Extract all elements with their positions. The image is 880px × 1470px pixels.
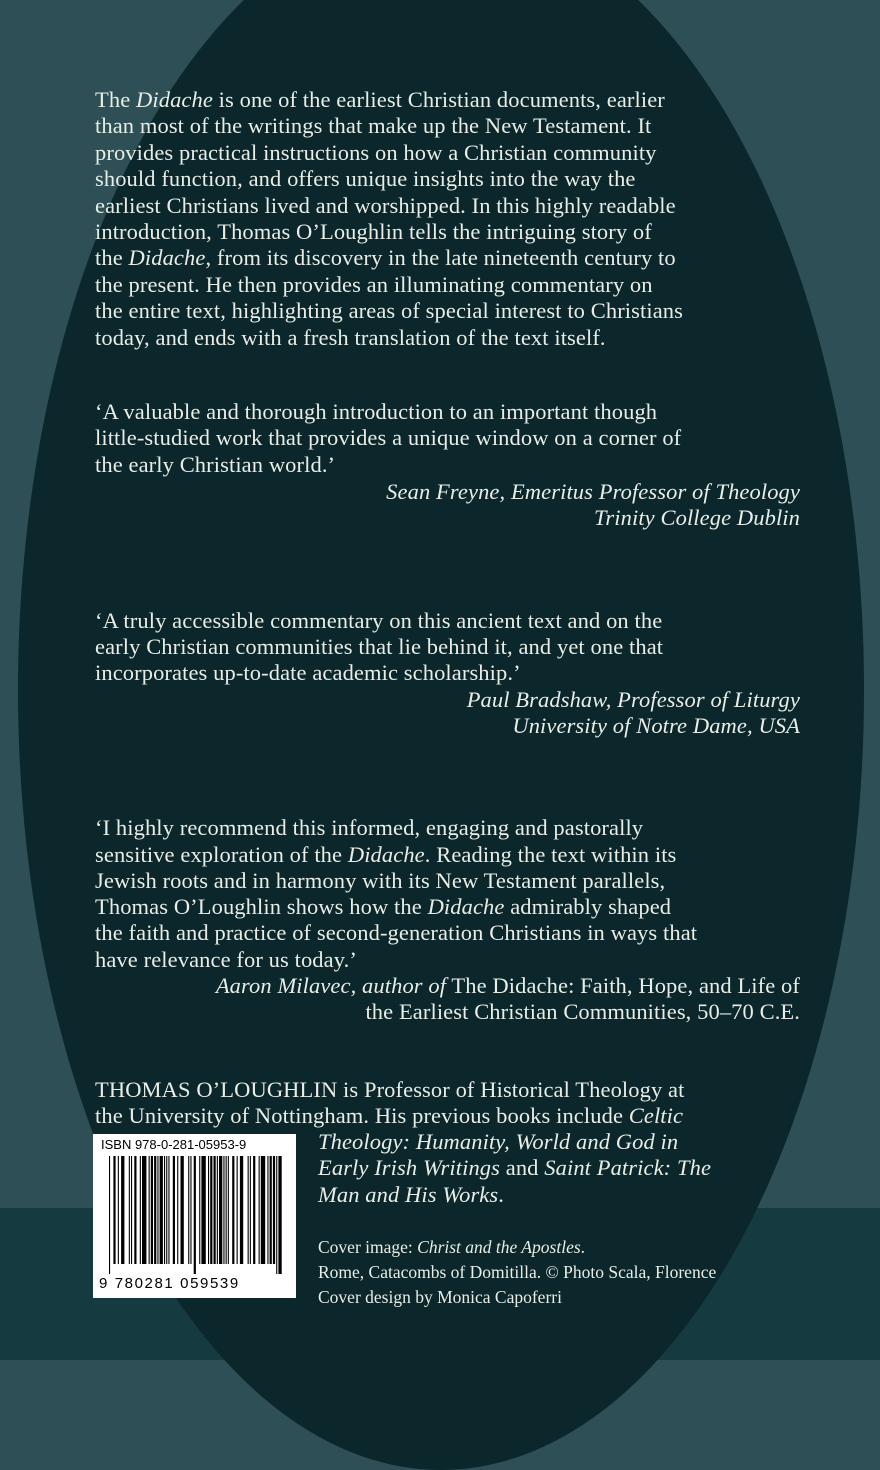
barcode-bar: [214, 1156, 216, 1264]
barcode-bar: [140, 1156, 141, 1264]
barcode-bar: [210, 1156, 212, 1264]
text-segment: the faith and practice of second-generation Christians in ways that: [95, 920, 698, 945]
barcode-bar: [177, 1156, 178, 1264]
text-segment: The: [95, 87, 137, 112]
barcode-bar: [278, 1156, 281, 1274]
text-segment: ‘A truly accessible commentary on this ancient text and on the: [95, 608, 663, 633]
text-segment: .: [580, 1237, 586, 1257]
barcode-bar: [248, 1156, 249, 1264]
text-segment: early Christian communities that lie behind it, and yet one that: [95, 634, 664, 659]
barcode-bar: [201, 1156, 205, 1264]
text-segment: the early Christian world.’: [95, 452, 336, 477]
barcode-bar: [160, 1156, 163, 1264]
text-segment: is Professor of Historical Theology at: [337, 1077, 685, 1102]
text-line: [95, 245, 676, 271]
text-line: [318, 1155, 711, 1181]
barcode-bar: [259, 1156, 260, 1264]
barcode-bar: [232, 1156, 234, 1264]
text-segment: .: [498, 1182, 504, 1207]
text-line: [95, 87, 665, 113]
isbn-label: ISBN 978-0-281-05953-9: [101, 1137, 247, 1152]
barcode-bars: [105, 1156, 285, 1274]
barcode-bar: [166, 1156, 167, 1264]
barcode-bar: [181, 1156, 184, 1264]
barcode-bar: [223, 1156, 224, 1264]
text-line: [95, 219, 652, 245]
barcode-bar: [131, 1156, 132, 1264]
text-segment: , from its discovery in the late nineteenth century to: [205, 245, 676, 270]
barcode-bar: [109, 1156, 110, 1274]
italic-text: Didache: [427, 894, 505, 919]
text-segment: ‘I highly recommend this informed, engaging and pastorally: [95, 815, 644, 840]
text-segment: The Didache: Faith, Hope, and Life of: [446, 973, 800, 998]
barcode-bar: [129, 1156, 130, 1264]
barcode-bar: [228, 1156, 229, 1264]
barcode-bar: [118, 1156, 119, 1264]
text-line: [95, 842, 676, 868]
isbn-barcode: [93, 1134, 296, 1298]
text-segment: is one of the earliest Christian documents, earlier: [212, 87, 665, 112]
text-line: [95, 920, 697, 946]
barcode-bar: [157, 1156, 158, 1264]
text-line: [95, 272, 653, 298]
text-segment: the: [95, 245, 129, 270]
text-segment: ‘A valuable and thorough introduction to an important though: [95, 399, 658, 424]
quote-attribution-line: [594, 505, 800, 531]
text-segment: the present. He then provides an illuminating commentary on: [95, 272, 653, 297]
text-line: [95, 634, 663, 660]
text-segment: little-studied work that provides a unique window on a corner of: [95, 425, 682, 450]
text-segment: incorporates up-to-date academic scholarship.’: [95, 660, 521, 685]
text-line: [95, 868, 665, 894]
text-line: [95, 166, 636, 192]
text-line: [95, 113, 651, 139]
italic-text: Early Irish Writings: [318, 1155, 501, 1180]
barcode-bar: [208, 1156, 209, 1264]
italic-text: Trinity College Dublin: [594, 505, 800, 530]
text-segment: today, and ends with a fresh translation of the text itself.: [95, 325, 606, 350]
italic-text: Sean Freyne, Emeritus Professor of Theology: [386, 479, 800, 504]
text-line: [95, 452, 335, 478]
barcode-bar: [273, 1156, 275, 1264]
text-line: [95, 815, 643, 841]
barcode-bar: [217, 1156, 218, 1264]
italic-text: Didache: [347, 842, 425, 867]
italic-text: Paul Bradshaw, Professor of Liturgy: [466, 687, 800, 712]
text-segment: . Reading the text within its: [424, 842, 677, 867]
barcode-bar: [134, 1156, 136, 1264]
barcode-bar: [188, 1156, 189, 1264]
barcode-bar: [168, 1156, 169, 1264]
credit-line: [318, 1261, 716, 1283]
text-segment: provides practical instructions on how a Christian community: [95, 140, 657, 165]
text-line: [95, 193, 676, 219]
text-segment: have relevance for us today.’: [95, 947, 357, 972]
text-segment: introduction, Thomas O’Loughlin tells the intriguing story of: [95, 219, 652, 244]
quote-attribution-line: [386, 479, 800, 505]
text-segment: Rome, Catacombs of Domitilla. © Photo Scala, Florence: [318, 1262, 717, 1282]
barcode-bar: [219, 1156, 222, 1264]
barcode-bar: [253, 1156, 255, 1264]
text-line: [95, 947, 357, 973]
text-line: [95, 660, 521, 686]
text-segment: the entire text, highlighting areas of special interest to Christians: [95, 298, 683, 323]
italic-text: Christ and the Apostles: [417, 1237, 581, 1257]
text-line: [95, 894, 671, 920]
text-line: [95, 399, 657, 425]
text-line: [95, 425, 681, 451]
barcode-bar: [240, 1156, 243, 1264]
italic-text: Theology: Humanity, World and God in: [318, 1129, 679, 1154]
text-line: [95, 1077, 685, 1103]
text-segment: sensitive exploration of the: [95, 842, 348, 867]
barcode-bar: [250, 1156, 251, 1264]
barcode-bar: [267, 1156, 268, 1264]
barcode-bar: [226, 1156, 227, 1264]
quote-attribution-line: [467, 687, 800, 713]
quote-attribution-line: [216, 973, 800, 999]
barcode-bar: [149, 1156, 150, 1264]
quote-attribution-line: [512, 713, 800, 739]
text-segment: THOMAS O’LOUGHLIN: [95, 1077, 338, 1102]
barcode-bar: [113, 1156, 115, 1264]
credit-line: [318, 1236, 585, 1258]
text-line: [95, 325, 606, 351]
italic-text: Aaron Milavec, author of: [215, 973, 447, 998]
barcode-bar: [199, 1156, 200, 1264]
text-line: [95, 140, 657, 166]
credit-line: [318, 1286, 562, 1308]
text-segment: should function, and offers unique insights into the way the: [95, 166, 636, 191]
barcode-bar: [151, 1156, 153, 1264]
barcode-bar: [173, 1156, 175, 1264]
barcode-bar: [164, 1156, 165, 1264]
text-line: [95, 1103, 683, 1129]
text-segment: the University of Nottingham. His previous books include: [95, 1103, 629, 1128]
text-segment: Cover design by Monica Capoferri: [318, 1287, 562, 1307]
text-line: [318, 1182, 504, 1208]
quote-attribution-line: [365, 999, 800, 1025]
italic-text: Celtic: [628, 1103, 684, 1128]
barcode-bar: [276, 1156, 277, 1274]
barcode-bar: [194, 1156, 196, 1274]
text-segment: than most of the writings that make up the New Testament. It: [95, 113, 652, 138]
text-segment: Thomas O’Loughlin shows how the: [95, 894, 428, 919]
barcode-bar: [190, 1156, 191, 1264]
text-segment: and: [500, 1155, 545, 1180]
barcode-bar: [237, 1156, 238, 1264]
barcode-bar: [154, 1156, 156, 1264]
barcode-bar: [142, 1156, 146, 1264]
text-segment: Cover image:: [318, 1237, 418, 1257]
text-line: [318, 1129, 678, 1155]
text-line: [95, 608, 662, 634]
italic-text: University of Notre Dame, USA: [512, 713, 800, 738]
italic-text: Man and His Works: [318, 1182, 499, 1207]
italic-text: Didache: [136, 87, 213, 112]
text-segment: earliest Christians lived and worshipped. In this highly readable: [95, 193, 676, 218]
barcode-digits: 9 780281 059539: [99, 1275, 240, 1292]
text-line: [95, 298, 683, 324]
text-segment: the Earliest Christian Communities, 50–70 C.E.: [365, 999, 800, 1024]
text-segment: Jewish roots and in harmony with its New Testament parallels,: [95, 868, 666, 893]
italic-text: Saint Patrick: The: [544, 1155, 712, 1180]
barcode-bar: [270, 1156, 272, 1264]
italic-text: Didache: [128, 245, 206, 270]
text-segment: admirably shaped: [504, 894, 672, 919]
barcode-bar: [121, 1156, 124, 1264]
barcode-bar: [261, 1156, 265, 1264]
